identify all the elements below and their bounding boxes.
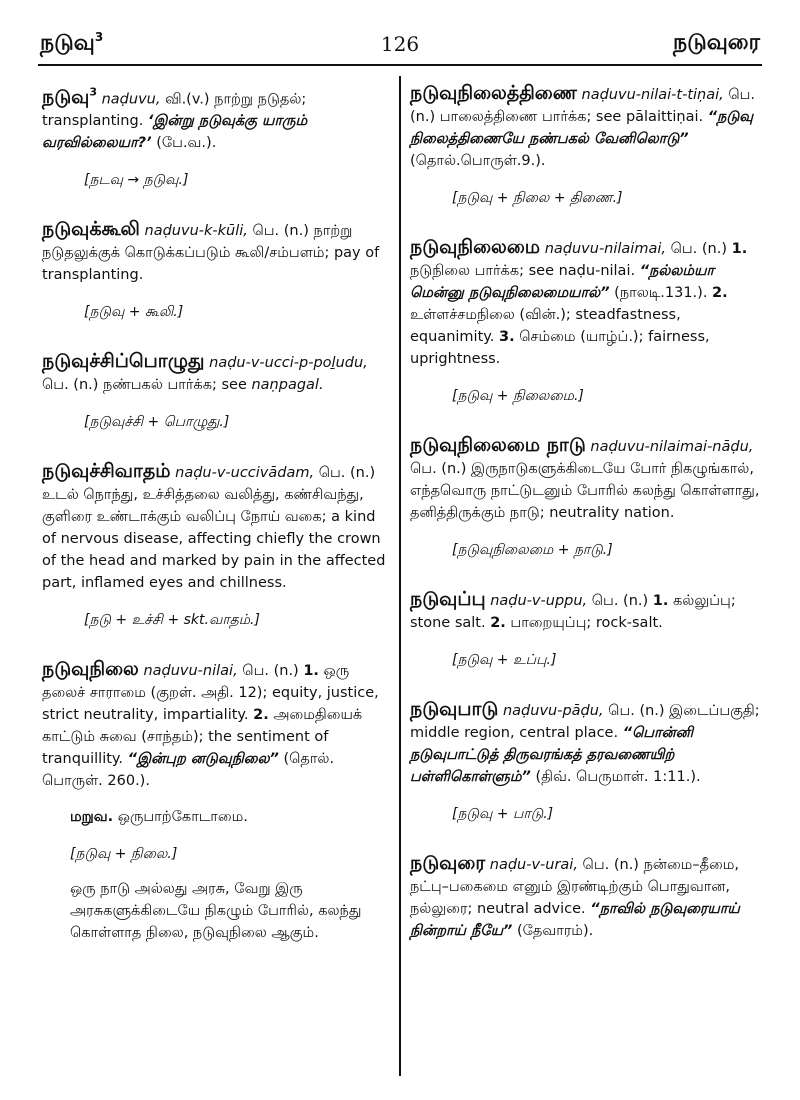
definition: பெ. (n.) பாலைத்திணை பார்க்க; see pālaittiṇai.	[410, 87, 756, 125]
entry-naduvukkuli	[42, 218, 392, 286]
spacer	[410, 824, 760, 852]
transliteration: naḍu-v-uppu,	[490, 593, 588, 609]
entry-naduvunilai	[42, 658, 392, 792]
definition: பெ. (n.)	[666, 241, 732, 257]
definition: ஒரு தலைச் சாராமை (குறள். அதி. 12); equity, justice, strict neutrality, impartiality.	[42, 663, 379, 724]
page-number: 126	[380, 32, 420, 56]
citation: (தொல். பொருள். 260.).	[42, 751, 335, 790]
spacer	[410, 560, 760, 588]
definition: பெ. (n.) நன்மை–தீமை, நட்பு–பகைமை எனும் இரண்டிற்கும் பொதுவான, நல்லுரை; neutral advice.	[410, 857, 740, 917]
header-left-text: நடுவு	[40, 30, 95, 56]
citation: (தொல்.பொருள்.9.).	[410, 153, 546, 169]
note-label: மறுவ.	[70, 809, 114, 826]
transliteration: naḍuvu-pāḍu,	[502, 703, 604, 719]
headword: நடுவுபாடு	[410, 698, 499, 720]
headword-sup: 3	[89, 86, 97, 99]
sense-number: 1.	[303, 663, 319, 680]
definition: அமைதியைக் காட்டும் சுவை (சாந்தம்); the sentiment of tranquillity.	[42, 707, 363, 768]
citation: (தேவாரம்).	[512, 923, 594, 939]
header-rule	[38, 64, 762, 66]
headword: நடுவுநிலை	[42, 658, 139, 681]
see-reference: naṇpagal.	[251, 377, 324, 394]
headword: நடுவுப்பு	[410, 588, 486, 610]
transliteration: naḍu-v-ucci-p-poḻudu,	[209, 355, 368, 372]
spacer	[42, 190, 392, 218]
definition: பெ. (n.)	[587, 593, 653, 609]
definition: செம்மை (யாழ்ப்.); fairness, uprightness.	[410, 329, 710, 367]
sense-number: 1.	[652, 593, 669, 609]
transliteration: naḍuvu-nilai,	[143, 663, 238, 680]
entry-naduvuppu	[410, 588, 760, 634]
entry-naduvupadu	[410, 698, 760, 788]
transliteration: naḍu-v-urai,	[489, 857, 578, 873]
definition: பெ. (n.)	[237, 663, 304, 680]
definition: பெ. (n.) இருநாடுகளுக்கிடையே போர் நிகழுங்கால், எந்தவொரு நாட்டுடனும் போரில் கலந்து கொள்ளாது, தனித்திருக்கும் நாடு; neutrality nation.	[410, 461, 760, 521]
quotation: ‘இன்று நடுவுக்கு யாரும் வரவில்லையா?’	[42, 113, 308, 152]
headword-text: நடுவு	[42, 86, 90, 109]
spacer	[410, 406, 760, 434]
note-text: ஒருபாற்கோடாமை.	[113, 809, 248, 826]
definition: பெ. (n.) நண்பகல் பார்க்க; see	[42, 377, 252, 394]
etymology: [நடுவு + பாடு.]	[452, 806, 554, 822]
sense-number: 2.	[712, 285, 728, 301]
entry-naduvuccippoludu	[42, 350, 392, 396]
headword: நடுவுநிலைமை நாடு	[410, 434, 586, 456]
sense-number: 2.	[490, 615, 506, 631]
header-left-sup: 3	[94, 30, 104, 44]
entry-naduvuccivadam	[42, 460, 392, 594]
definition: பாறையுப்பு; rock-salt.	[505, 615, 663, 631]
explanatory-note: ஒரு நாடு அல்லது அரசு, வேறு இரு அரசுகளுக்கிடையே நிகழும் போரில், கலந்து கொள்ளாத நிலை, நடுவுநிலை ஆகும்.	[70, 881, 362, 942]
entry-naduvunilaittinai	[410, 82, 760, 172]
entry-naduvurai	[410, 852, 760, 942]
left-column	[42, 82, 392, 944]
etymology: [நடுவுநிலைமை + நாடு.]	[452, 542, 613, 558]
etymology: [நடு + உச்சி + skt.வாதம்.]	[84, 612, 260, 629]
sense-number: 3.	[499, 329, 515, 345]
etymology: [நடுவு + நிலைமை.]	[452, 388, 584, 404]
definition: பெ. (n.) உடல் நொந்து, உச்சித்தலை வலித்து, கண்சிவந்து, குளிரை உண்டாக்கும் வலிப்பு நோய் வகை; a kind of nervous disease, affecting chiefly the crown of the head and marked by pain in the affected part, inflamed eyes and chillness.	[42, 465, 386, 592]
definition: பெ. (n.) இடைப்பகுதி; middle region, central place.	[410, 703, 760, 741]
etymology: [நடவு → நடுவு.]	[84, 172, 189, 189]
synonym-note	[70, 806, 392, 828]
sense-number: 1.	[731, 241, 748, 257]
entry-naduvunilaimai-nadu	[410, 434, 760, 524]
etymology: [நடுவு + நிலை.]	[70, 846, 178, 863]
citation: (பே.வ.).	[151, 135, 217, 152]
transliteration: naḍuvu-k-kūli,	[144, 223, 248, 240]
headword: நடுவுச்சிப்பொழுது	[42, 350, 205, 373]
right-column	[410, 82, 760, 942]
etymology: [நடுவுச்சி + பொழுது.]	[84, 414, 230, 431]
definition: வி.(v.) நாற்று நடுதல்; transplanting.	[42, 91, 307, 130]
etymology: [நடுவு + உப்பு.]	[452, 652, 557, 668]
quotation: “நடுவு நிலைத்திணையே நண்பகல் வேனிலொடு”	[410, 109, 754, 147]
definition: கல்லுப்பு; stone salt.	[410, 593, 736, 631]
quotation: “பொன்னி நடுவுபாட்டுத் திருவரங்கத் தரவணையிற் பள்ளிகொள்ளும்”	[410, 725, 694, 785]
quotation: “நல்லம்யா மென்னு நடுவுநிலைமையால்”	[410, 263, 715, 301]
spacer	[42, 322, 392, 350]
column-divider	[399, 76, 401, 1076]
transliteration: naḍuvu,	[101, 91, 161, 108]
headword: நடுவுநிலைமை	[410, 236, 541, 258]
transliteration: naḍuvu-nilaimai,	[544, 241, 666, 257]
headword: நடுவுக்கூலி	[42, 218, 140, 241]
headword: நடுவுநிலைத்திணை	[410, 82, 577, 104]
quotation: “இன்புற னடுவுநிலை”	[127, 751, 279, 768]
header-right-word: நடுவுரை	[673, 30, 760, 55]
definition: நடுநிலை பார்க்க; see naḍu-nilai.	[410, 263, 640, 279]
spacer	[410, 670, 760, 698]
entry-naduvunilaimai	[410, 236, 760, 370]
definition: பெ. (n.) நாற்று நடுதலுக்குக் கொடுக்கப்படும் கூலி/சம்பளம்; pay of transplanting.	[42, 223, 380, 284]
etymology: [நடுவு + நிலை + திணை.]	[452, 190, 623, 206]
transliteration: naḍuvu-nilai-t-tiṇai,	[581, 87, 724, 103]
spacer	[410, 208, 760, 236]
citation: (திவ். பெருமாள். 1:11.).	[530, 769, 701, 785]
etymology: [நடுவு + கூலி.]	[84, 304, 184, 321]
quotation: “நாவில் நடுவுரையாய் நின்றாய் நீயே”	[410, 901, 740, 939]
transliteration: naḍu-v-uccivādam,	[175, 465, 315, 482]
definition: உள்ளச்சமநிலை (வின்.); steadfastness, equanimity.	[410, 307, 681, 345]
headword: நடுவுச்சிவாதம்	[42, 460, 171, 483]
citation: (நாலடி.131.).	[609, 285, 713, 301]
page-header	[40, 30, 760, 60]
spacer	[42, 630, 392, 658]
transliteration: naḍuvu-nilaimai-nāḍu,	[590, 439, 754, 455]
sense-number: 2.	[253, 707, 269, 724]
headword	[42, 86, 97, 108]
entry-naduvu	[42, 82, 392, 154]
headword: நடுவுரை	[410, 852, 486, 874]
spacer	[42, 432, 392, 460]
